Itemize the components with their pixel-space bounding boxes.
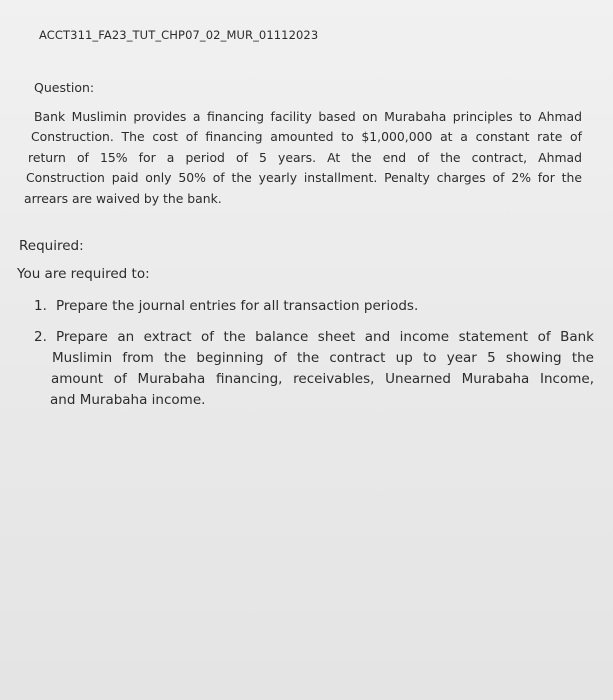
question-label: Question: bbox=[34, 80, 95, 95]
list-item-line: amount of Murabaha financing, receivables, Unearned Murabaha Income, bbox=[51, 371, 594, 387]
list-item-number: 1. bbox=[34, 298, 47, 314]
question-line: arrears are waived by the bank. bbox=[24, 190, 222, 206]
required-intro: You are required to: bbox=[17, 266, 150, 282]
required-label: Required: bbox=[19, 238, 84, 254]
question-line: Construction paid only 50% of the yearly installment. Penalty charges of 2% for the bbox=[26, 170, 582, 186]
question-line: Bank Muslimin provides a financing facility based on Murabaha principles to Ahmad bbox=[34, 109, 582, 124]
document-code: ACCT311_FA23_TUT_CHP07_02_MUR_01112023 bbox=[39, 28, 319, 42]
list-item-line: Muslimin from the beginning of the contract up to year 5 showing the bbox=[52, 350, 594, 366]
list-item-line: Prepare an extract of the balance sheet and income statement of Bank bbox=[56, 329, 594, 345]
list-item-line: Prepare the journal entries for all transaction periods. bbox=[56, 298, 419, 314]
list-item-number: 2. bbox=[34, 329, 47, 345]
question-line: return of 15% for a period of 5 years. At the end of the contract, Ahmad bbox=[28, 149, 582, 165]
question-text bbox=[24, 107, 582, 209]
question-line: Construction. The cost of financing amounted to $1,000,000 at a constant rate of bbox=[31, 129, 582, 145]
list-item-line: and Murabaha income. bbox=[50, 392, 206, 408]
